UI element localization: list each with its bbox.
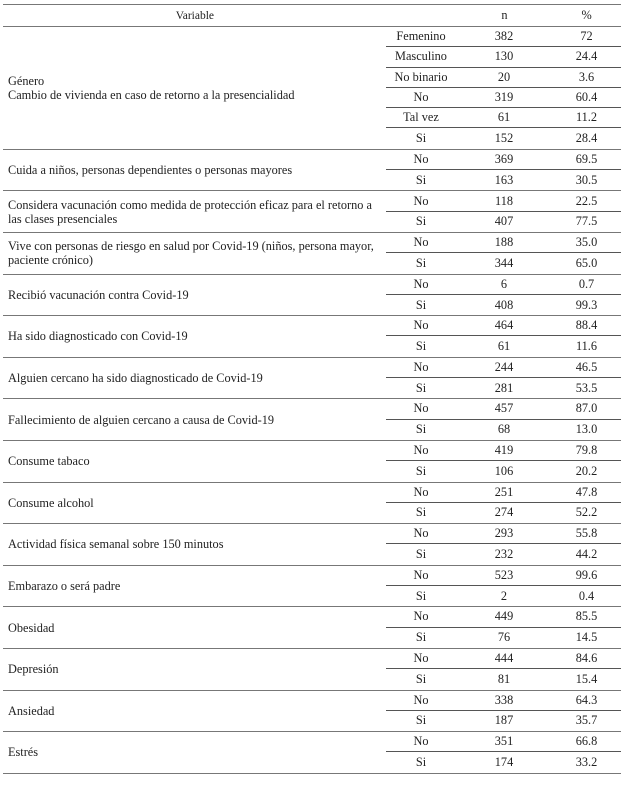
percent-cell: 24.4	[575, 49, 598, 64]
percent-cell: 79.8	[575, 443, 598, 458]
n-cell: 457	[494, 401, 514, 416]
category-cell: No	[413, 651, 429, 666]
percent-cell: 55.8	[575, 526, 598, 541]
percent-cell: 20.2	[575, 463, 598, 478]
variable-group	[3, 483, 621, 525]
percent-cell: 85.5	[575, 609, 598, 624]
variable-label	[3, 316, 386, 357]
table-row	[386, 752, 621, 772]
table-row	[386, 233, 621, 253]
variable-group	[3, 607, 621, 649]
variable-label-text: Cuida a niños, personas dependientes o personas mayores	[8, 163, 293, 178]
percent-cell: 11.2	[575, 110, 598, 125]
header-n: n	[501, 8, 508, 22]
variable-label-text: Actividad física semanal sobre 150 minutos	[8, 537, 224, 552]
variable-group	[3, 233, 621, 275]
percent-cell: 15.4	[575, 671, 598, 686]
percent-cell: 0.4	[578, 588, 595, 603]
variable-group	[3, 150, 621, 192]
table-row	[386, 691, 621, 711]
percent-cell: 0.7	[578, 276, 595, 291]
percent-cell: 28.4	[575, 131, 598, 146]
percent-cell: 99.3	[575, 297, 598, 312]
percent-cell: 88.4	[575, 318, 598, 333]
category-cell: No	[413, 526, 429, 541]
variable-label	[3, 191, 386, 232]
category-cell: No	[413, 484, 429, 499]
variable-group	[3, 27, 621, 150]
category-cell: No	[413, 443, 429, 458]
category-cell: Si	[415, 755, 427, 770]
n-cell: 338	[494, 692, 514, 707]
variable-label-text: Consume tabaco	[8, 454, 90, 469]
percent-cell: 3.6	[578, 69, 595, 84]
variable-label-text: Obesidad	[8, 620, 55, 635]
n-cell: 407	[494, 214, 514, 229]
table-row	[386, 336, 621, 356]
table-row	[386, 150, 621, 170]
table-row	[386, 524, 621, 544]
category-cell: No	[413, 151, 429, 166]
percent-cell: 44.2	[575, 547, 598, 562]
table-header	[3, 5, 621, 27]
category-cell: Si	[415, 297, 427, 312]
percent-cell: 77.5	[575, 214, 598, 229]
category-cell: Si	[415, 172, 427, 187]
category-cell: Si	[415, 463, 427, 478]
category-cell: No	[413, 193, 429, 208]
variable-label	[3, 441, 386, 482]
variable-group	[3, 441, 621, 483]
n-cell: 464	[494, 318, 514, 333]
category-cell: No	[413, 692, 429, 707]
table-row	[386, 711, 621, 731]
data-table	[3, 4, 621, 774]
category-cell: No	[413, 235, 429, 250]
category-cell: Tal vez	[403, 110, 439, 125]
table-row	[386, 669, 621, 689]
variable-label-text: Considera vacunación como medida de protección eficaz para el retorno a las clases presenciales	[8, 197, 372, 226]
variable-label	[3, 524, 386, 565]
category-cell: No	[413, 609, 429, 624]
n-cell: 274	[494, 505, 514, 520]
table-row	[386, 108, 621, 128]
variable-label-text: Ansiedad	[8, 703, 55, 718]
category-cell: Si	[415, 255, 427, 270]
n-cell: 118	[495, 193, 513, 208]
variable-label-text: Género Cambio de vivienda en caso de retorno a la presencialidad	[8, 73, 295, 102]
n-cell: 369	[494, 151, 514, 166]
n-cell: 281	[494, 380, 514, 395]
percent-cell: 14.5	[575, 630, 598, 645]
percent-cell: 64.3	[575, 692, 598, 707]
variable-label-text: Consume alcohol	[8, 495, 94, 510]
percent-cell: 13.0	[575, 422, 598, 437]
n-cell: 351	[494, 734, 514, 749]
category-cell: Si	[415, 630, 427, 645]
table-row	[386, 503, 621, 523]
table-row	[386, 295, 621, 315]
table-row	[386, 170, 621, 190]
category-cell: Si	[415, 505, 427, 520]
variable-label-text: Alguien cercano ha sido diagnosticado de Covid-19	[8, 371, 263, 386]
table-row	[386, 461, 621, 481]
category-cell: Si	[415, 214, 427, 229]
percent-cell: 52.2	[575, 505, 598, 520]
table-row	[386, 607, 621, 627]
table-body	[3, 27, 621, 774]
category-cell: No binario	[394, 69, 448, 84]
n-cell: 293	[494, 526, 514, 541]
category-cell: No	[413, 401, 429, 416]
category-cell: Femenino	[396, 29, 446, 44]
variable-label	[3, 150, 386, 191]
n-cell: 444	[494, 651, 514, 666]
category-cell: Si	[415, 547, 427, 562]
variable-label	[3, 483, 386, 524]
percent-cell: 11.6	[575, 339, 598, 354]
percent-cell: 69.5	[575, 151, 598, 166]
table-row	[386, 566, 621, 586]
table-row	[386, 68, 621, 88]
n-cell: 2	[500, 588, 508, 603]
table-row	[386, 483, 621, 503]
category-cell: No	[413, 734, 429, 749]
variable-label-text: Estrés	[8, 745, 39, 760]
header-variable: Variable	[175, 9, 215, 22]
table-row	[386, 628, 621, 648]
category-cell: No	[413, 359, 429, 374]
variable-label	[3, 649, 386, 690]
variable-group	[3, 524, 621, 566]
n-cell: 523	[494, 567, 514, 582]
n-cell: 382	[494, 29, 514, 44]
category-cell: Si	[415, 422, 427, 437]
n-cell: 319	[494, 90, 514, 105]
n-cell: 174	[494, 755, 514, 770]
table-row	[386, 253, 621, 273]
percent-cell: 65.0	[575, 255, 598, 270]
percent-cell: 47.8	[575, 484, 598, 499]
header-percent: %	[581, 8, 592, 22]
table-row	[386, 399, 621, 419]
variable-label	[3, 233, 386, 274]
n-cell: 344	[494, 255, 514, 270]
table-row	[386, 420, 621, 440]
n-cell: 130	[494, 49, 514, 64]
variable-group	[3, 649, 621, 691]
n-cell: 232	[494, 547, 514, 562]
table-row	[386, 649, 621, 669]
n-cell: 6	[500, 276, 508, 291]
percent-cell: 60.4	[575, 90, 598, 105]
n-cell: 106	[494, 463, 514, 478]
percent-cell: 33.2	[575, 755, 598, 770]
category-cell: No	[413, 567, 429, 582]
n-cell: 419	[494, 443, 514, 458]
table-row	[386, 732, 621, 752]
percent-cell: 66.8	[575, 734, 598, 749]
table-row	[386, 191, 621, 211]
percent-cell: 30.5	[575, 172, 598, 187]
table-row	[386, 358, 621, 378]
n-cell: 81	[497, 671, 511, 686]
n-cell: 251	[494, 484, 514, 499]
n-cell: 76	[497, 630, 511, 645]
variable-label	[3, 732, 386, 773]
variable-label	[3, 607, 386, 648]
n-cell: 187	[494, 713, 514, 728]
variable-label-text: Recibió vacunación contra Covid-19	[8, 287, 189, 302]
table-row	[386, 441, 621, 461]
variable-label	[3, 27, 386, 149]
category-cell: Si	[415, 671, 427, 686]
n-cell: 20	[497, 69, 511, 84]
table-row	[386, 275, 621, 295]
table-row	[386, 128, 621, 148]
category-cell: Si	[415, 131, 427, 146]
variable-group	[3, 358, 621, 400]
category-cell: Si	[415, 380, 427, 395]
percent-cell: 99.6	[575, 567, 598, 582]
category-cell: Si	[415, 713, 427, 728]
variable-label-text: Depresión	[8, 662, 59, 677]
variable-label	[3, 358, 386, 399]
category-cell: No	[413, 276, 429, 291]
table-row	[386, 27, 621, 47]
variable-group	[3, 191, 621, 233]
variable-label-text: Fallecimiento de alguien cercano a causa de Covid-19	[8, 412, 274, 427]
table-row	[386, 212, 621, 232]
percent-cell: 53.5	[575, 380, 598, 395]
n-cell: 61	[497, 110, 511, 125]
n-cell: 244	[494, 359, 514, 374]
variable-label	[3, 691, 386, 732]
variable-group	[3, 275, 621, 317]
variable-label-text: Vive con personas de riesgo en salud por Covid-19 (niños, persona mayor, paciente crónico)	[8, 239, 374, 268]
n-cell: 408	[494, 297, 514, 312]
category-cell: No	[413, 90, 429, 105]
n-cell: 68	[497, 422, 511, 437]
percent-cell: 84.6	[575, 651, 598, 666]
variable-group	[3, 691, 621, 733]
category-cell: Masculino	[395, 49, 447, 64]
variable-label	[3, 566, 386, 607]
percent-cell: 22.5	[575, 193, 598, 208]
percent-cell: 72	[580, 29, 593, 44]
variable-group	[3, 399, 621, 441]
variable-group	[3, 566, 621, 608]
n-cell: 61	[497, 339, 511, 354]
n-cell: 188	[494, 235, 514, 250]
n-cell: 152	[494, 131, 514, 146]
table-row	[386, 316, 621, 336]
category-cell: Si	[415, 588, 427, 603]
variable-label	[3, 399, 386, 440]
variable-group	[3, 316, 621, 358]
table-row	[386, 378, 621, 398]
table-row	[386, 88, 621, 108]
table-row	[386, 544, 621, 564]
variable-label-text: Ha sido diagnosticado con Covid-19	[8, 329, 188, 344]
n-cell: 163	[494, 172, 514, 187]
variable-group	[3, 732, 621, 774]
percent-cell: 35.7	[575, 713, 598, 728]
table-row	[386, 47, 621, 67]
percent-cell: 87.0	[575, 401, 598, 416]
table-row	[386, 586, 621, 606]
category-cell: No	[413, 318, 429, 333]
variable-label-text: Embarazo o será padre	[8, 579, 121, 594]
category-cell: Si	[415, 339, 427, 354]
n-cell: 449	[494, 609, 514, 624]
percent-cell: 35.0	[575, 235, 598, 250]
variable-label	[3, 275, 386, 316]
percent-cell: 46.5	[575, 359, 598, 374]
